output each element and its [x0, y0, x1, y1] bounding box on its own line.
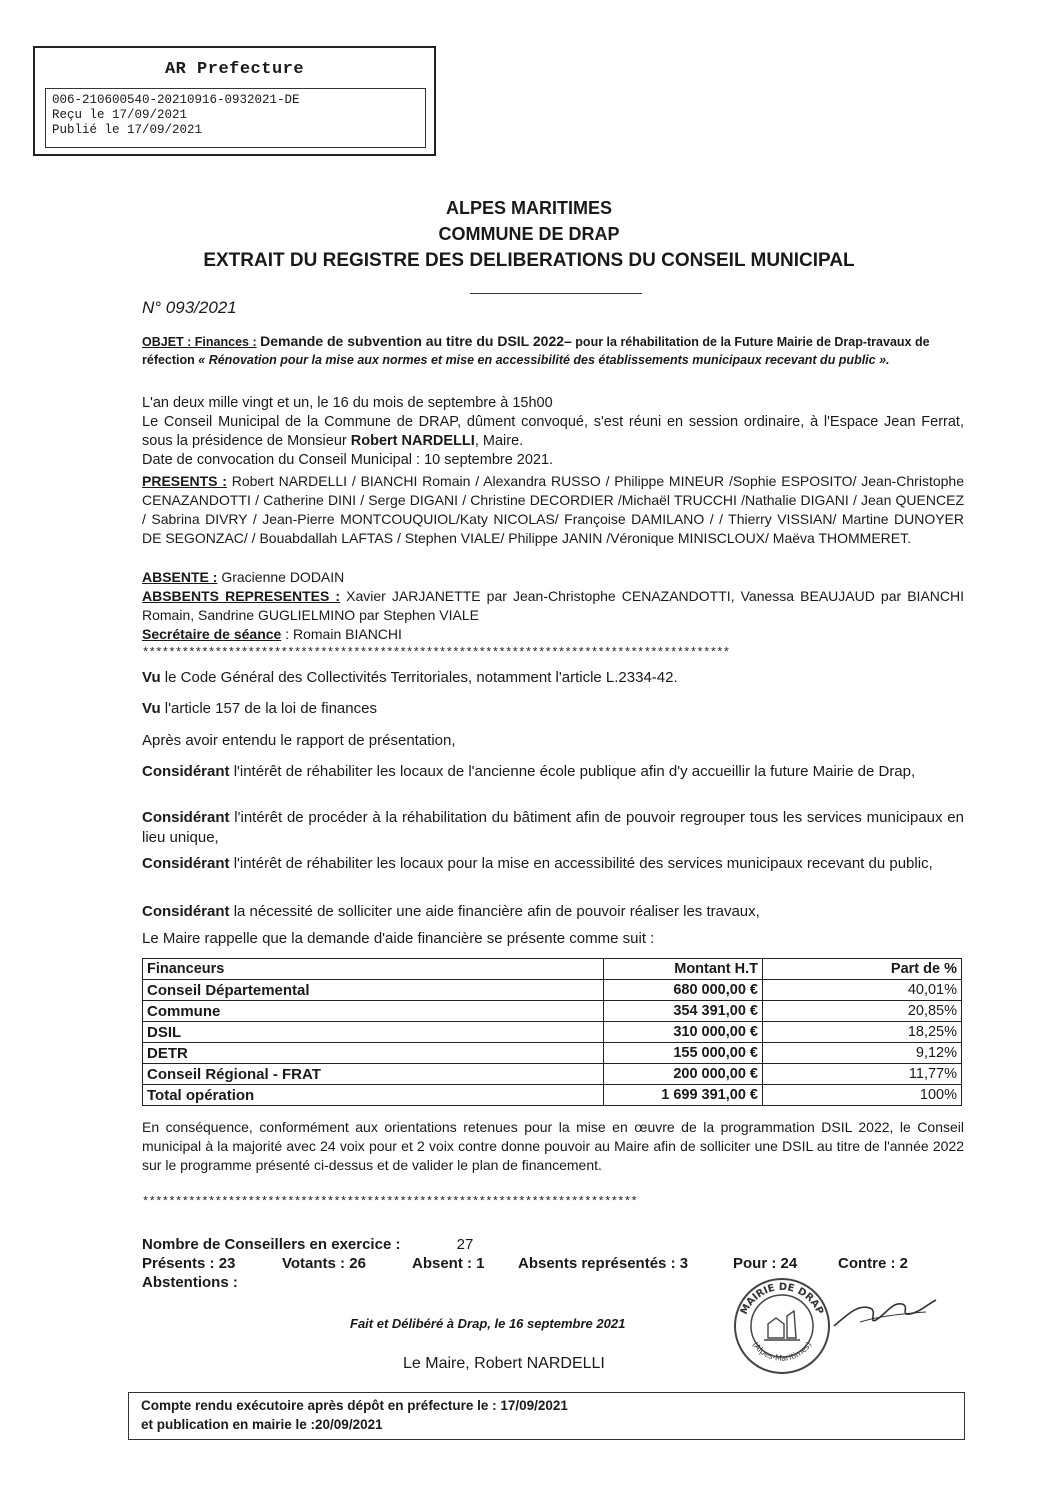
maire-signature-line: Le Maire, Robert NARDELLI	[403, 1355, 605, 1372]
objet-italic: « Rénovation pour la mise aux normes et mise en accessibilité des établissements municipaux recevant du public ».	[198, 353, 890, 367]
votes-abstentions: Abstentions :	[142, 1274, 238, 1291]
header-title: EXTRAIT DU REGISTRE DES DELIBERATIONS DU CONSEIL MUNICIPAL	[203, 250, 855, 271]
publication-line: et publication en mairie le :20/09/2021	[141, 1417, 383, 1432]
considerant-3: Considérant l'intérêt de réhabiliter les locaux pour la mise en accessibilité des services municipaux recevant du public,	[142, 855, 933, 872]
stamp-published: Publié le 17/09/2021	[52, 123, 203, 137]
absente-label: ABSENTE :	[142, 569, 218, 585]
considerant-1: Considérant l'intérêt de réhabiliter les locaux de l'ancienne école publique afin d'y accueillir la future Mairie de Drap,	[142, 763, 916, 780]
votes-presents: Présents : 23	[142, 1255, 236, 1272]
separator-stars-2: ***************************************************************************	[142, 1195, 638, 1209]
vu-code: Vu le Code Général des Collectivités Territoriales, notamment l'article L.2334-42.	[142, 669, 678, 686]
apres-rapport: Après avoir entendu le rapport de présentation,	[142, 732, 456, 749]
header-divider	[470, 293, 642, 294]
table-row: DSIL 310 000,00 € 18,25%	[143, 1022, 962, 1043]
intro-session: Le Conseil Municipal de la Commune de DRAP, dûment convoqué, s'est réuni en session ordinaire, à l'Espace Jean Ferrat, sous la présidence de Monsieur Robert NARDELLI, Maire.	[142, 414, 964, 449]
representes-list: Xavier JARJANETTE par Jean-Christophe CENAZANDOTTI, Vanessa BEAUJAUD par BIANCHI Romain, Sandrine GUGLIELMINO par Stephen VIALE	[142, 588, 965, 623]
header-part: Part de %	[763, 959, 962, 980]
secretaire-name: : Romain BIANCHI	[285, 626, 402, 642]
mairie-seal-icon	[732, 1276, 832, 1376]
header-department: ALPES MARITIMES	[445, 198, 612, 218]
presents-list: Robert NARDELLI / BIANCHI Romain / Alexandra RUSSO / Philippe MINEUR /Sophie ESPOSITO/ Jean-Christophe CENAZANDOTTI / Catherine DINI / Serge DIGANI / Christine DECORDIER /Michaël TRUCCHI /Nathalie DIGANI / Jean QUENCEZ / Sabrina DIVRY / Jean-Pierre MONTCOUQUIOL/Katy NICOLAS/ Françoise DAMILANO / / Thierry VISSIAN/ Martine DUNOYER DE SEGONZAC/ / Bouabdallah LAFTAS / Stephen VIALE/ Philippe JANIN /Véronique MINISCLOUX/ Maëva THOMMERET.	[142, 473, 964, 546]
header-financeurs: Financeurs	[143, 959, 604, 980]
absente-section	[142, 568, 964, 586]
stamp-received: Reçu le 17/09/2021	[52, 108, 188, 122]
votes-absents-representes: Absents représentés : 3	[518, 1255, 689, 1272]
intro-convocation: Date de convocation du Conseil Municipal : 10 septembre 2021.	[142, 452, 554, 468]
votes-votants: Votants : 26	[282, 1255, 366, 1272]
considerant-4: Considérant la nécessité de solliciter une aide financière afin de pouvoir réaliser les travaux,	[142, 903, 760, 920]
prefecture-stamp	[33, 46, 436, 156]
table-row: Commune 354 391,00 € 20,85%	[143, 1001, 962, 1022]
deliberation-number: N° 093/2021	[142, 298, 237, 317]
objet-label: OBJET : Finances :	[142, 335, 257, 349]
consequence-text: En conséquence, conformément aux orientations retenues pour la mise en œuvre de la programmation DSIL 2022, le Conseil municipal à la majorité avec 24 voix pour et 2 voix contre donne pouvoir au Maire afin de solliciter une DSIL au titre de l'année 2022 sur le programme présenté ci-dessus et de valider le plan de financement.	[142, 1119, 964, 1173]
intro-section	[142, 394, 964, 470]
considerant-2: Considérant l'intérêt de procéder à la réhabilitation du bâtiment afin de pouvoir regrouper tous les services municipaux en lieu unique,	[142, 809, 964, 846]
rappel-text: Le Maire rappelle que la demande d'aide financière se présente comme suit :	[142, 930, 655, 947]
table-row: DETR 155 000,00 € 9,12%	[143, 1043, 962, 1064]
header-commune: COMMUNE DE DRAP	[438, 224, 620, 244]
objet-small: pour la réhabilitation de la Future Mairie de Drap-travaux de réfection	[142, 335, 930, 367]
header-montant: Montant H.T	[604, 959, 763, 980]
presents-label: PRESENTS :	[142, 473, 227, 489]
compte-rendu-box	[128, 1392, 965, 1440]
stamp-title: AR Prefecture	[164, 60, 305, 79]
stamp-details	[45, 88, 426, 148]
votes-pour: Pour : 24	[733, 1255, 798, 1272]
financing-table	[142, 958, 962, 1106]
intro-date: L'an deux mille vingt et un, le 16 du mois de septembre à 15h00	[142, 395, 553, 411]
mayor-signature	[830, 1286, 940, 1336]
stamp-reference: 006-210600540-20210916-0932021-DE	[52, 93, 300, 107]
representes-section	[142, 587, 964, 625]
objet-bold: Demande de subvention au titre du DSIL 2022–	[260, 333, 572, 349]
vu-loi: Vu l'article 157 de la loi de finances	[142, 700, 377, 717]
mayor-name: Robert NARDELLI	[350, 433, 475, 449]
svg-text:MAIRIE DE DRAP: MAIRIE DE DRAP	[738, 1281, 826, 1317]
votes-absent: Absent : 1	[412, 1255, 485, 1272]
secretaire-label: Secrétaire de séance	[142, 626, 282, 642]
compte-rendu-line: Compte rendu exécutoire après dépôt en préfecture le : 17/09/2021	[141, 1398, 568, 1413]
table-row: Conseil Départemental 680 000,00 € 40,01%	[143, 980, 962, 1001]
representes-label: ABSBENTS REPRESENTES :	[142, 588, 341, 604]
fait-delibere: Fait et Délibéré à Drap, le 16 septembre 2021	[350, 1316, 626, 1331]
table-header-row	[143, 959, 962, 980]
table-total-row: Total opération 1 699 391,00 € 100%	[143, 1085, 962, 1106]
secretaire-section	[142, 625, 964, 643]
objet-section	[142, 332, 964, 369]
table-row: Conseil Régional - FRAT 200 000,00 € 11,77%	[143, 1064, 962, 1085]
presents-section	[142, 472, 964, 548]
votes-contre: Contre : 2	[838, 1255, 909, 1272]
absente-name: Gracienne DODAIN	[221, 569, 345, 585]
svg-text:(Alpes-Maritimes): (Alpes-Maritimes)	[750, 1340, 814, 1363]
votes-exercice: Nombre de Conseillers en exercice : 27	[142, 1236, 474, 1253]
exercice-value: 27	[456, 1236, 474, 1253]
separator-stars: *****************************************************************************************	[142, 646, 730, 660]
